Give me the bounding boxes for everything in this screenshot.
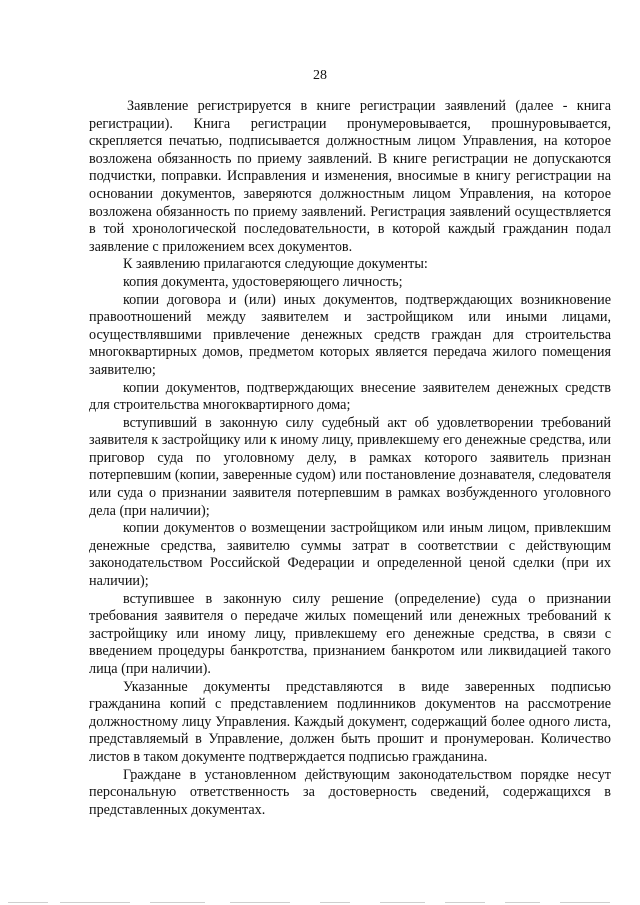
paragraph-responsibility: Граждане в установленном действующим законодательством порядке несут персональную ответственность за достоверность сведений, содержащихся в представленных документах. [89, 766, 611, 818]
list-item-court-decision: вступившее в законную силу решение (определение) суда о признании требования заявителя о передаче жилых помещений или денежных требований к застройщику или иному лицу, привлекшему его денежные средства, в связи с введением процедуры банкротства, признанием банкротом или ликвидацией такого лица (при наличии). [89, 590, 611, 677]
page-number: 28 [313, 68, 327, 83]
list-item-contract-copies: копии договора и (или) иных документов, подтверждающих возникновение правоотношений между заявителем и застройщиком или иными лицами, осуществлявшими привлечение денежных средств граждан для строительства многоквартирных домов, предметом которых является передача жилого помещения заявителю; [89, 291, 611, 378]
list-item-identity-copy: копия документа, удостоверяющего личность; [123, 273, 403, 290]
paragraph-attachments-intro: К заявлению прилагаются следующие документы: [123, 256, 428, 273]
list-item-compensation-documents: копии документов о возмещении застройщиком или иным лицом, привлекшим денежные средства, заявителю суммы затрат в соответствии с действующим законодательством Российской Федерации и определенной ценой сделки (при их наличии); [89, 520, 611, 590]
paragraph-document-requirements: Указанные документы представляются в виде заверенных подписью гражданина копий с представлением подлинников документов на рассмотрение должностному лицу Управления. Каждый документ, содержащий более одного листа, представляемый в Управление, должен быть прошит и пронумерован. Количество листов в таком документе подтверждается подписью гражданина. [89, 678, 611, 765]
list-item-court-act: вступивший в законную силу судебный акт об удовлетворении требований заявителя к застройщику или к иному лицу, привлекшему его денежные средства, или приговор суда по уголовному делу, в рамках которого заявитель признан потерпевшим (копии, заверенные судом) или постановление дознавателя, следователя или суда о признании заявителя потерпевшим в рамках возбужденного уголовного дела (при наличии); [89, 414, 611, 519]
paragraph-registration: Заявление регистрируется в книге регистрации заявлений (далее - книга регистрации). Книга регистрации пронумеровывается, прошнуровывается, скрепляется печатью, подписывается должностным лицом Управления, на которое возложена обязанность по приему заявлений. В книге регистрации не допускаются подчистки, поправки. Исправления и изменения, вносимые в книгу регистрации на основании документов, заверяются должностным лицом Управления, на которое возложена обязанность по приему заявлений. Регистрация заявлений осуществляется в той хронологической последовательности, в которой каждый гражданин подал заявление с приложением всех документов. [89, 98, 611, 255]
document-body [89, 98, 611, 819]
scan-edge-marks [0, 897, 640, 905]
list-item-payment-documents: копии документов, подтверждающих внесение заявителем денежных средств для строительства многоквартирного дома; [89, 379, 611, 414]
